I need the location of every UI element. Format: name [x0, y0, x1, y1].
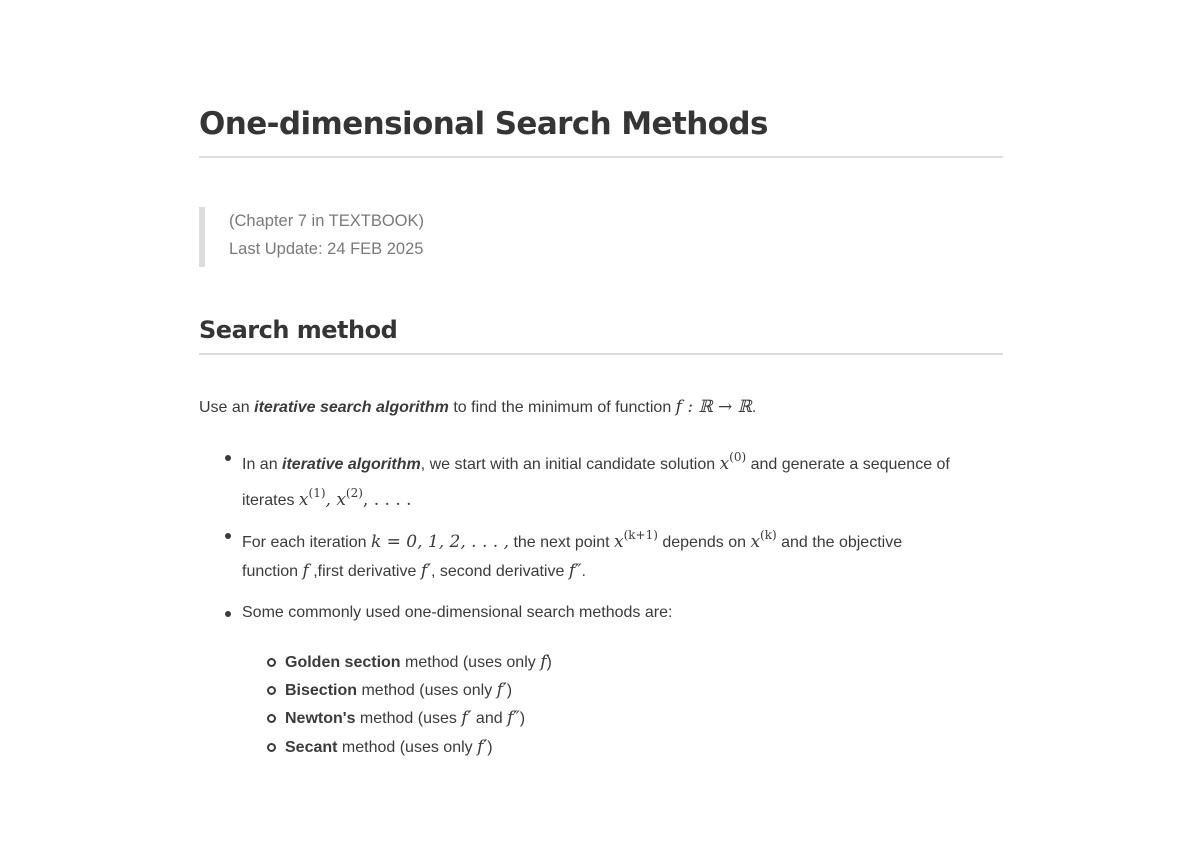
bullet-text: .: [581, 563, 586, 580]
bullet-text: For each iteration: [242, 534, 371, 551]
method-mid: and: [471, 710, 508, 727]
method-end: ): [487, 739, 493, 756]
method-item-golden-section: [285, 648, 985, 677]
chapter-note: [199, 207, 424, 267]
math-x: , x: [325, 490, 346, 510]
math-x: x: [613, 532, 624, 552]
bullet-text: depends on: [657, 534, 751, 551]
math-x: x: [750, 532, 761, 552]
section-heading: Search method: [199, 316, 398, 344]
list-item: [242, 443, 1002, 515]
bullet-emphasis: iterative algorithm: [282, 456, 421, 473]
method-end: ): [519, 710, 526, 727]
method-end: ): [546, 654, 552, 671]
bullet-text: , we start with an initial candidate solution: [420, 456, 720, 473]
method-name: Secant: [285, 739, 338, 756]
bullet-text: Some commonly used one-dimensional search methods are:: [242, 604, 673, 621]
math-f: f: [302, 561, 309, 581]
math-f-prime: f′: [477, 737, 488, 757]
bullet-text: and the objective: [776, 534, 903, 551]
bullet-text: ,first derivative: [308, 563, 421, 580]
math-f-double-prime: f″: [568, 561, 582, 581]
method-item-secant: [285, 733, 985, 762]
method-item-newtons: [285, 704, 985, 733]
math-f-prime: f′: [496, 680, 507, 700]
chapter-reference: (Chapter 7 in TEXTBOOK): [229, 212, 425, 230]
method-name: Bisection: [285, 682, 358, 699]
math-superscript: (2): [345, 486, 363, 500]
method-desc: method (uses only: [337, 739, 478, 756]
page-title: One-dimensional Search Methods: [199, 106, 768, 142]
method-desc: method (uses only: [357, 682, 497, 699]
intro-end: .: [751, 399, 757, 416]
math-x: x: [298, 490, 309, 510]
math-k: k = 0, 1, 2, . . . ,: [370, 532, 510, 552]
math-superscript: (k+1): [623, 528, 658, 542]
method-name: Golden section: [285, 654, 401, 671]
math-x: x: [719, 454, 730, 474]
math-f-prime: f′: [420, 561, 431, 581]
bullet-text: iterates: [242, 492, 299, 509]
math-superscript: (0): [729, 450, 747, 464]
math-f: f: [540, 652, 547, 672]
method-desc: method (uses: [355, 710, 462, 727]
title-divider: [199, 156, 1003, 158]
bullet-text: function: [242, 563, 303, 580]
bullet-text: In an: [242, 456, 283, 473]
intro-middle: to find the minimum of function: [448, 399, 676, 416]
math-f-prime: f′: [461, 708, 472, 728]
math-superscript: (k): [760, 528, 777, 542]
math-ellipsis: , . . . .: [362, 490, 412, 510]
intro-prefix: Use an: [199, 399, 255, 416]
method-end: ): [506, 682, 513, 699]
math-f-double-prime: f″: [507, 708, 520, 728]
list-item: [242, 599, 1002, 627]
last-update: Last Update: 24 FEB 2025: [229, 240, 424, 258]
method-item-bisection: [285, 676, 985, 705]
list-item: [242, 521, 1002, 586]
bullet-text: the next point: [509, 534, 614, 551]
bullet-text: and generate a sequence of: [746, 456, 950, 473]
bullet-text: , second derivative: [430, 563, 569, 580]
section-divider: [199, 353, 1003, 355]
intro-math: f : ℝ → ℝ: [675, 397, 752, 417]
intro-emphasis: iterative search algorithm: [254, 399, 449, 416]
intro-paragraph: [199, 393, 1003, 422]
math-superscript: (1): [308, 486, 326, 500]
method-name: Newton's: [285, 710, 356, 727]
method-desc: method (uses only: [400, 654, 541, 671]
